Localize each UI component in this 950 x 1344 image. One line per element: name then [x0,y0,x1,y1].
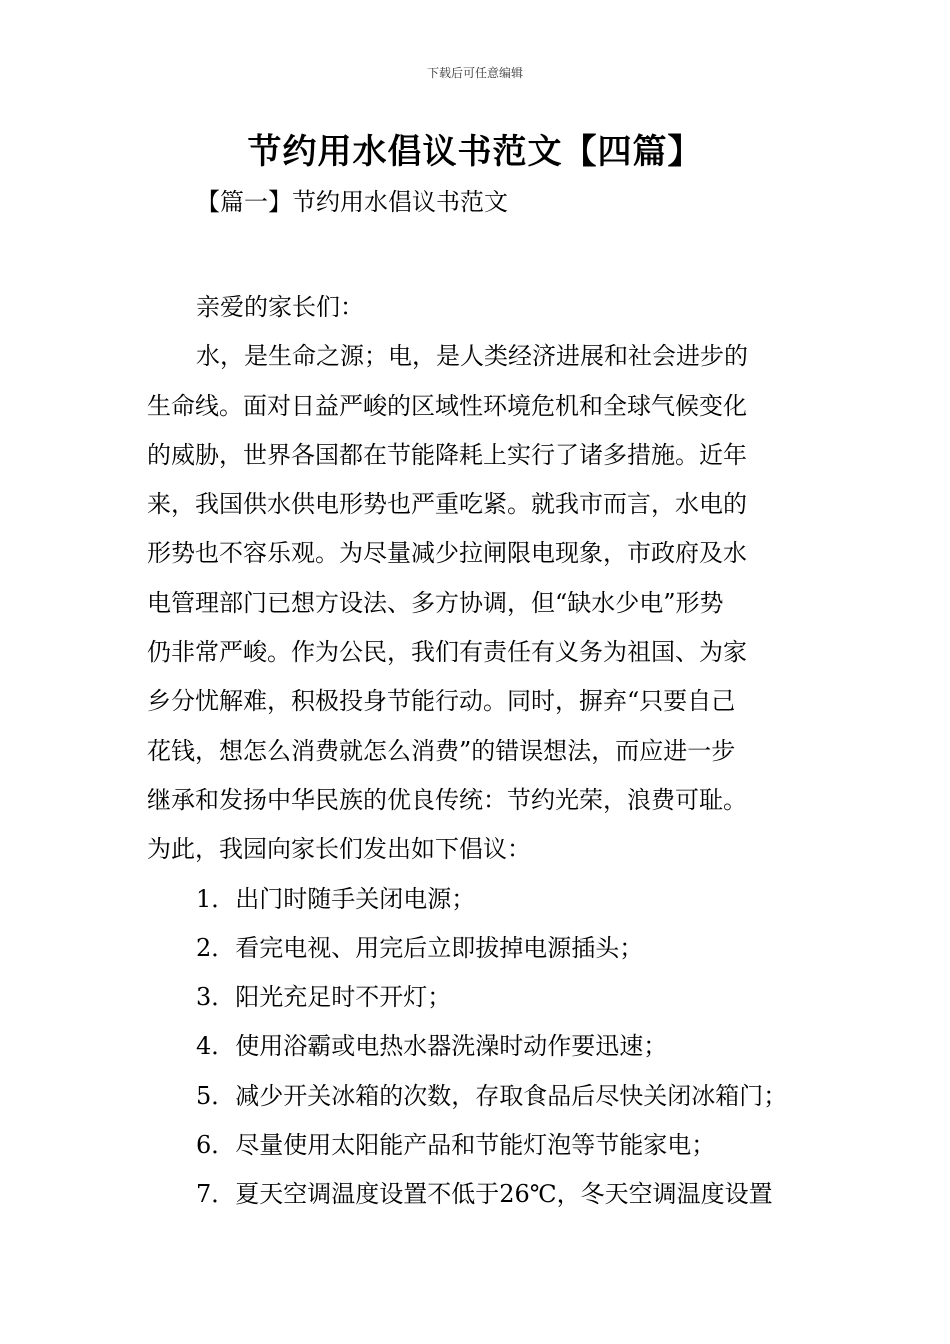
list-item: 4．使用浴霸或电热水器洗澡时动作要迅速； [196,1032,668,1061]
paragraph-line: 继承和发扬中华民族的优良传统：节约光荣，浪费可耻。 [147,785,747,814]
list-item: 7．夏天空调温度设置不低于26℃，冬天空调温度设置 [196,1180,773,1209]
list-item: 6．尽量使用太阳能产品和节能灯泡等节能家电； [196,1131,716,1160]
list-item: 5．减少开关冰箱的次数，存取食品后尽快关闭冰箱门； [196,1081,788,1110]
paragraph-line: 花钱，想怎么消费就怎么消费”的错误想法，而应进一步 [147,736,736,765]
section-heading: 【篇一】节约用水倡议书范文 [196,188,508,216]
salutation: 亲爱的家长们： [196,293,364,321]
list-item: 2．看完电视、用完后立即拔掉电源插头； [196,933,644,962]
paragraph-line: 水，是生命之源；电，是人类经济进展和社会进步的 [196,342,748,371]
paragraph-line: 生命线。面对日益严峻的区域性环境危机和全球气候变化 [147,391,747,420]
paragraph-line: 乡分忧解难，积极投身节能行动。同时，摒弃“只要自己 [147,687,736,716]
paragraph-line: 形势也不容乐观。为尽量减少拉闸限电现象，市政府及水 [147,539,747,568]
paragraph-line: 仍非常严峻。作为公民，我们有责任有义务为祖国、为家 [147,638,747,667]
paragraph-line: 来，我国供水供电形势也严重吃紧。就我市而言，水电的 [147,490,747,519]
paragraph-line: 电管理部门已想方设法、多方协调，但“缺水少电”形势 [147,588,724,617]
list-item: 3．阳光充足时不开灯； [196,983,452,1012]
list-item: 1．出门时随手关闭电源； [196,884,476,913]
document-body [147,283,807,1220]
document-title: 节约用水倡议书范文【四篇】 [247,132,703,172]
paragraph-line: 的威胁，世界各国都在节能降耗上实行了诸多措施。近年 [147,440,747,469]
paragraph-line: 为此，我园向家长们发出如下倡议： [147,835,531,864]
header-note: 下载后可任意编辑 [426,66,523,80]
